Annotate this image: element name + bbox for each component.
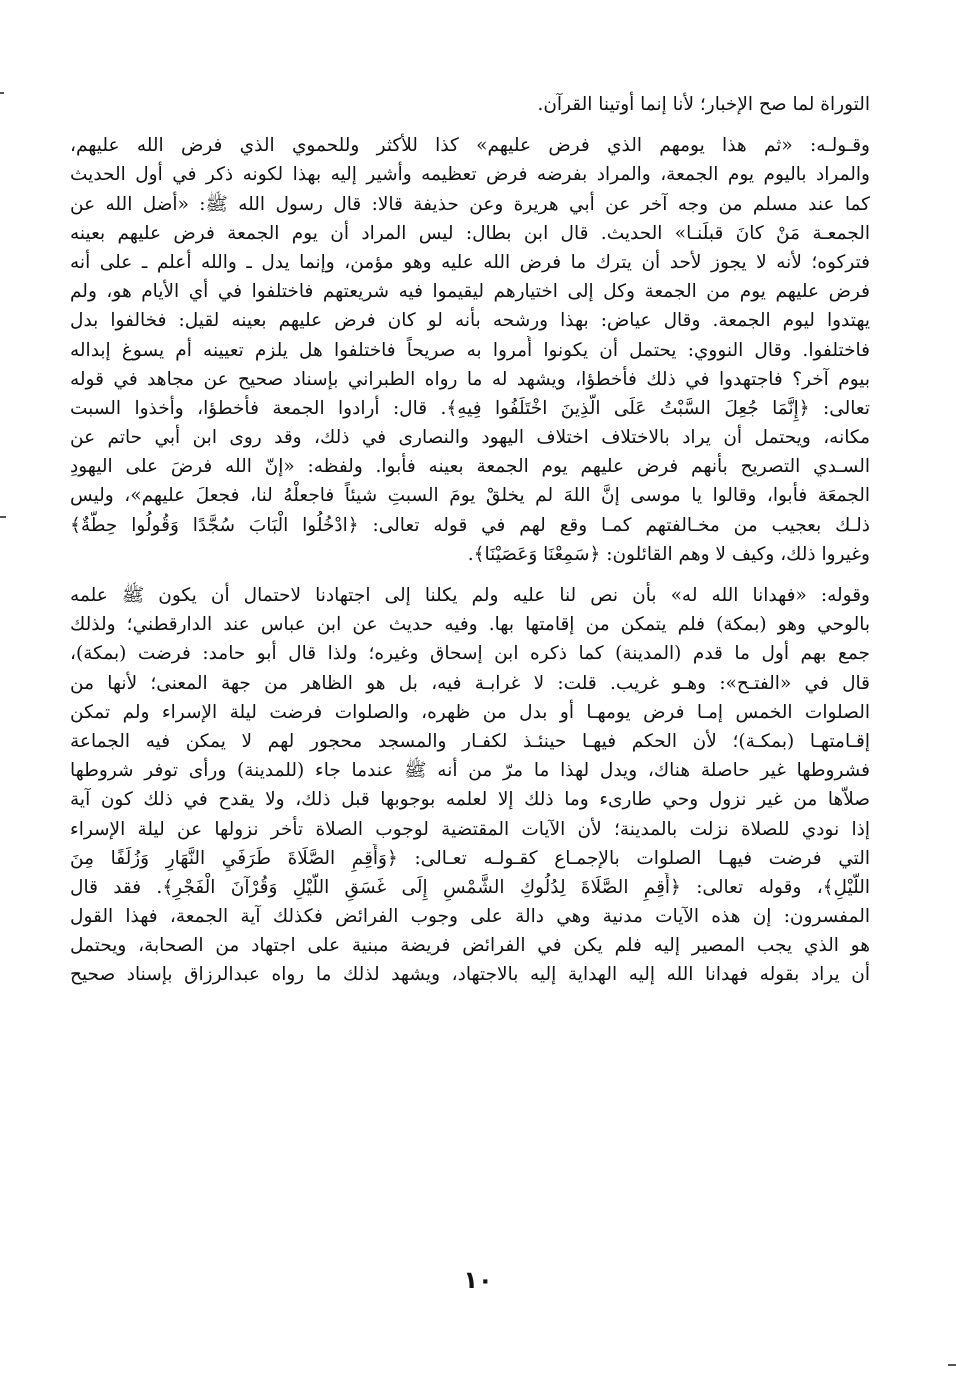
text-line: فتركوه؛ لأنه لا يجوز لأحد أن يترك ما فرض الله عليه وهو مؤمن، وإنما يدل ـ والله أعلم ـ على أنه	[70, 251, 870, 273]
text-line: ذلـك بعجيب من مخـالفتهم كمـا وقع لهم في قوله تعالى: ﴿ادْخُلُوا الْبَابَ سُجَّدًا وَقُولُوا حِطَّةٌ﴾	[70, 514, 870, 536]
paragraph-2	[70, 131, 870, 569]
text-line: إذا نودي للصلاة نزلت بالمدينة؛ لأن الآيات المقتضية لوجوب الصلاة تأخر نزولها عن ليلة الإسراء	[70, 818, 870, 840]
paragraph-3	[70, 581, 870, 990]
paragraph-gap	[70, 569, 870, 581]
text-line: السـدي التصريح بأنهم فرض عليهم يوم الجمعة بعينه فأبوا. ولفظه: «إنّ الله فرضَ على اليهودِ	[70, 456, 870, 478]
text-line: فاختلفوا. وقال النووي: يحتمل أن يكونوا أُمروا به صريحاً فاختلفوا هل يلزم تعيينه أم يسوغ إبداله	[70, 339, 870, 361]
text-line: فشروطها غير حاصلة هناك، ويدل لهذا ما مرّ من أنه ﷺ عندما جاء (للمدينة) ورأى توفر شروطها	[70, 760, 870, 782]
page-body	[70, 90, 870, 990]
text-line: بالوحي وهو (بمكة) فلم يتمكن من إقامتها بها. وفيه حديث عن ابن عباس عند الدارقطني؛ ولذلك	[70, 614, 870, 636]
text-line: يهتدوا ليوم الجمعة. وقال عياض: بهذا ورشحه بأنه لو كان فرض عليهم بعينه لقيل: فخالفوا بدل	[70, 310, 870, 332]
text-line: وغيروا ذلك، وكيف لا وهم القائلون: ﴿سَمِعْنَا وَعَصَيْنَا﴾.	[467, 543, 870, 565]
text-line: وقوله: «فهدانا الله له» بأن نص لنا عليه ولم يكلنا إلى اجتهادنا لاحتمال أن يكون ﷺ علمه	[70, 585, 870, 606]
text-line: اللَّيْلِ﴾، وقوله تعالى: ﴿أَقِمِ الصَّلَاةَ لِدُلُوكِ الشَّمْسِ إِلَى غَسَقِ اللَّيْلِ وَقُرْآنَ الْفَجْرِ﴾. فقد قال	[70, 876, 870, 898]
text-line: الجمعَة فأبوا، وقالوا يا موسى إنَّ اللهَ لم يخلقْ يومَ السبتِ شيئاً فاجعلْهُ لنا، فجعلَ عليهم»، وليس	[70, 485, 870, 507]
page-number: ١٠	[463, 1266, 493, 1294]
text-line: المفسرون: إن هذه الآيات مدنية وهي دالة على وجوب الفرائض فكذلك آية الجمعة، فهذا القول	[70, 906, 870, 928]
text-line: قال في «الفتـح»: وهـو غريب. قلت: لا غرابـة فيه، بل هو الظاهر من جهة المعنى؛ لأنها من	[70, 672, 870, 694]
paragraph-gap	[70, 119, 870, 131]
text-line: تعالى: ﴿إِنَّمَا جُعِلَ السَّبْتُ عَلَى الَّذِينَ اخْتَلَفُوا فِيهِ﴾. قال: أرادوا الجمعة فأخطؤا، وأخذوا السبت	[70, 397, 870, 419]
text-line: والمراد باليوم يوم الجمعة، والمراد بفرضه فرض تعظيمه وأشير إليه بهذا لكونه ذكر في أول الحديث	[70, 164, 870, 186]
scan-edge-mark	[948, 1364, 956, 1366]
text-line: إقـامتهـا (بمكـة)؛ لأن الحكم فيهـا حينئـذ لكفـار والمسجد محجور لهم لا يمكن فيه الجماعة	[70, 730, 870, 752]
text-line: مكانه، ويحتمل أن يراد بالاختلاف اختلاف اليهود والنصارى في ذلك، وقد روى ابن أبي حاتم عن	[70, 427, 870, 449]
text-line: التي فرضت فيهـا الصلوات بالإجمـاع كقـولـه تعـالى: ﴿وَأَقِمِ الصَّلَاةَ طَرَفَيِ النَّهَارِ وَزُلَفًا مِنَ	[70, 847, 870, 869]
scan-edge-mark	[0, 516, 6, 518]
text-line: أن يراد بقوله فهدانا الله إليه الهداية إليه بالاجتهاد، ويشهد لذلك ما رواه عبدالرزاق بإسناد صحيح	[70, 964, 870, 986]
scan-edge-mark	[0, 92, 4, 94]
text-line: الصلوات الخمس إمـا فرض يومهـا أو بدل من ظهره، والصلوات فرضت ليلة الإسراء ولم تمكن	[70, 701, 870, 723]
text-line: وقـولـه: «ثم هذا يومهم الذي فرض عليهم» كذا للأكثر وللحموي الذي فرض الله عليهم،	[70, 135, 870, 157]
text-line: فرض عليهم يوم من الجمعة وكل إلى اختيارهم ليقيموا فيه شريعتهم فاختلفوا في أي الأيام هو، ولم	[70, 281, 870, 303]
text-line: صلاّها من غير نزول وحي طارىء وما ذلك إلا لعلمه بوجوبها قبل ذلك، ولا يقدح في ذلك كون آية	[70, 789, 870, 811]
text-line: التوراة لما صح الإخبار؛ لأنا إنما أوتينا القرآن.	[537, 94, 870, 115]
text-line: بيوم آخر؟ فاجتهدوا في ذلك فأخطؤا، ويشهد له ما رواه الطبراني بإسناد صحيح عن مجاهد في قوله	[70, 368, 870, 390]
text-line: هو الذي يجب المصير إليه فلم يكن في الفرائض فريضة مبنية على اجتهاد من الصحابة، ويحتمل	[70, 935, 870, 957]
text-line: الجمعـة مَنْ كانَ قبلَنـا» الحديث. قال ابن بطال: ليس المراد أن يوم الجمعة فرض عليهم بعينه	[70, 222, 870, 244]
paragraph-1	[70, 90, 870, 119]
text-line: كما عند مسلم من وجه آخر عن أبي هريرة وعن حذيفة قالا: قال رسول الله ﷺ: «أضل الله عن	[70, 193, 870, 215]
text-line: جمع بهم أول ما قدم (المدينة) كما ذكره ابن إسحاق وغيره؛ ولذا قال أبو حامد: فرضت (بمكة)،	[70, 643, 870, 665]
